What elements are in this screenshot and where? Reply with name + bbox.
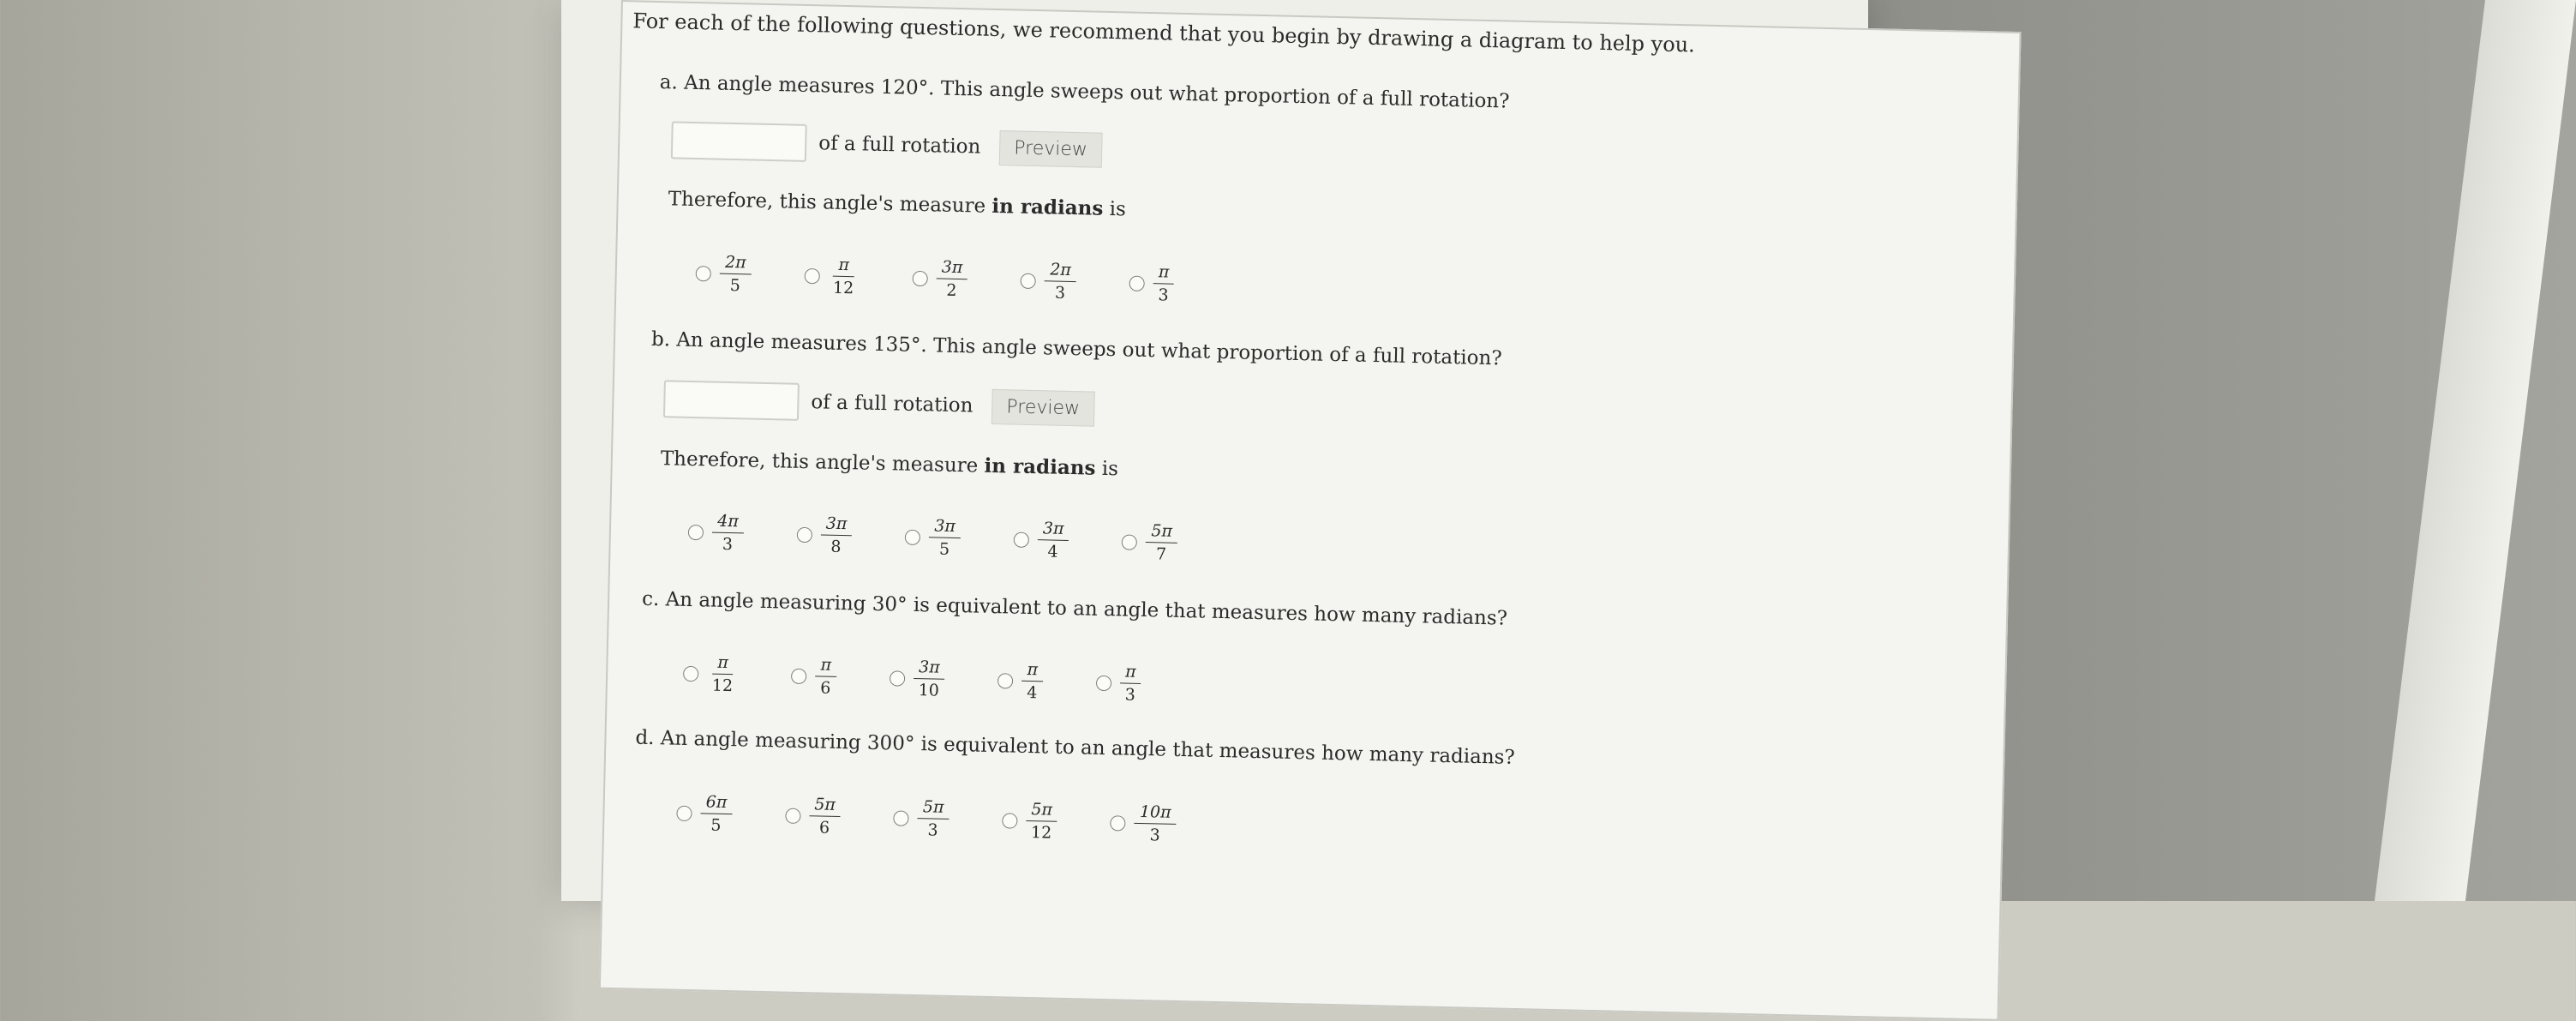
- fraction-numerator: π: [1153, 262, 1175, 285]
- option-fraction: [1037, 519, 1069, 562]
- radio-button[interactable]: [1096, 675, 1111, 690]
- intro-text: For each of the following questions, we recommend that you begin by drawing a diagram to help you.: [632, 9, 1696, 57]
- fraction-denominator: 6: [819, 678, 831, 698]
- question-a-therefore: Therefore, this angle's measure in radians is: [668, 188, 1127, 221]
- question-c-prompt: c. An angle measuring 30° is equivalent to an angle that measures how many radians?: [641, 587, 1508, 630]
- question-b-prompt: b. An angle measures 135°. This angle sweeps out what proportion of a full rotation?: [650, 327, 1502, 370]
- question-d-option-4[interactable]: [1002, 799, 1058, 842]
- question-b-suffix: of a full rotation: [811, 391, 973, 417]
- question-b-answer-row: [663, 380, 1095, 427]
- question-c-options: [683, 652, 1195, 706]
- question-b-proportion-input[interactable]: [663, 380, 800, 421]
- fraction-denominator: 4: [1027, 682, 1038, 703]
- question-c-option-2[interactable]: [791, 655, 837, 698]
- fraction-numerator: 3π: [1038, 519, 1069, 541]
- radio-button[interactable]: [912, 270, 927, 285]
- radio-button[interactable]: [1013, 532, 1028, 547]
- option-fraction: [917, 797, 950, 840]
- fraction-denominator: 5: [938, 539, 950, 559]
- question-a-preview-button[interactable]: Preview: [999, 130, 1103, 168]
- fraction-denominator: 3: [927, 820, 938, 840]
- question-c-option-4[interactable]: [997, 659, 1044, 702]
- question-c-option-3[interactable]: [889, 657, 945, 700]
- question-a-prompt: a. An angle measures 120°. This angle sweeps out what proportion of a full rotation?: [659, 71, 1510, 113]
- option-fraction: [1146, 521, 1178, 564]
- option-fraction: [1044, 260, 1076, 303]
- fraction-numerator: π: [1021, 660, 1043, 682]
- fraction-denominator: 3: [1124, 685, 1136, 705]
- question-d-option-2[interactable]: [784, 795, 841, 838]
- option-fraction: [700, 792, 733, 835]
- fraction-numerator: 2π: [1045, 260, 1076, 282]
- fraction-denominator: 4: [1047, 542, 1058, 562]
- fraction-denominator: 10: [918, 681, 940, 700]
- question-a-suffix: of a full rotation: [818, 132, 981, 159]
- question-b-preview-button[interactable]: Preview: [991, 388, 1095, 426]
- question-a-option-5[interactable]: [1129, 262, 1175, 305]
- fraction-denominator: 3: [1054, 283, 1066, 303]
- fraction-denominator: 3: [1149, 826, 1160, 845]
- question-d-option-5[interactable]: [1110, 802, 1177, 845]
- radio-button[interactable]: [676, 805, 692, 820]
- radio-button[interactable]: [804, 267, 819, 283]
- option-fraction: [928, 516, 961, 559]
- fraction-denominator: 12: [832, 278, 854, 298]
- question-card: [599, 0, 2022, 1021]
- fraction-denominator: 12: [1030, 823, 1052, 843]
- fraction-numerator: 3π: [929, 516, 961, 538]
- option-fraction: [707, 652, 739, 695]
- fraction-numerator: π: [815, 655, 836, 677]
- question-a-option-3[interactable]: [912, 257, 968, 300]
- option-fraction: [1134, 802, 1177, 845]
- question-a-option-2[interactable]: [804, 255, 860, 297]
- radio-button[interactable]: [893, 810, 908, 826]
- fraction-denominator: 12: [711, 676, 734, 696]
- question-b-option-5[interactable]: [1122, 520, 1178, 563]
- fraction-numerator: 2π: [720, 253, 752, 275]
- question-b-option-4[interactable]: [1013, 519, 1069, 562]
- question-d-option-1[interactable]: [676, 792, 733, 835]
- option-fraction: [815, 655, 837, 698]
- fraction-numerator: 5π: [1026, 800, 1057, 822]
- radio-button[interactable]: [1002, 813, 1017, 828]
- question-b-options: [687, 511, 1231, 565]
- fraction-numerator: 3π: [936, 257, 967, 279]
- radio-button[interactable]: [1021, 273, 1036, 288]
- radio-button[interactable]: [1129, 275, 1144, 291]
- radio-button[interactable]: [1110, 815, 1125, 831]
- fraction-denominator: 7: [1155, 544, 1167, 564]
- option-fraction: [1026, 800, 1058, 843]
- fraction-denominator: 5: [710, 815, 722, 835]
- radio-button[interactable]: [785, 808, 800, 823]
- option-fraction: [711, 512, 744, 555]
- radio-button[interactable]: [796, 526, 812, 542]
- question-b-option-1[interactable]: [687, 511, 744, 554]
- fraction-numerator: 3π: [820, 514, 852, 536]
- fraction-denominator: 3: [722, 534, 734, 555]
- question-a-option-4[interactable]: [1020, 260, 1076, 303]
- question-b-therefore: Therefore, this angle's measure in radians is: [660, 447, 1119, 481]
- question-a-options: [695, 252, 1227, 306]
- question-b-option-2[interactable]: [796, 514, 853, 556]
- fraction-numerator: 3π: [914, 658, 945, 680]
- question-b-option-3[interactable]: [904, 516, 961, 559]
- option-fraction: [1153, 262, 1175, 305]
- question-d-option-3[interactable]: [893, 796, 950, 839]
- option-fraction: [1021, 660, 1044, 703]
- fraction-numerator: 5π: [1146, 521, 1177, 544]
- option-fraction: [808, 795, 841, 838]
- question-a-answer-row: [671, 121, 1103, 168]
- fraction-numerator: 5π: [809, 795, 841, 817]
- question-d-prompt: d. An angle measuring 300° is equivalent to an angle that measures how many radians?: [635, 726, 1516, 769]
- question-c-option-5[interactable]: [1095, 662, 1141, 705]
- fraction-denominator: 3: [1158, 285, 1169, 305]
- question-c-option-1[interactable]: [683, 652, 739, 695]
- option-fraction: [828, 255, 860, 298]
- option-fraction: [820, 514, 853, 556]
- radio-button[interactable]: [791, 668, 806, 683]
- fraction-numerator: 4π: [712, 512, 744, 534]
- fraction-numerator: π: [712, 653, 734, 676]
- option-fraction: [719, 253, 752, 296]
- fraction-denominator: 2: [946, 280, 957, 300]
- radio-button[interactable]: [997, 673, 1013, 688]
- fraction-numerator: π: [1120, 662, 1141, 684]
- question-a-proportion-input[interactable]: [671, 121, 807, 162]
- option-fraction: [936, 257, 968, 300]
- radio-button[interactable]: [683, 665, 698, 681]
- fraction-numerator: 6π: [700, 792, 732, 814]
- option-fraction: [1119, 662, 1141, 705]
- fraction-numerator: 5π: [918, 797, 950, 820]
- radio-button[interactable]: [1122, 534, 1137, 550]
- fraction-numerator: 10π: [1135, 802, 1177, 825]
- radio-button[interactable]: [696, 266, 711, 281]
- option-fraction: [913, 658, 945, 700]
- fraction-denominator: 6: [818, 818, 830, 838]
- radio-button[interactable]: [890, 670, 905, 686]
- fraction-denominator: 8: [830, 537, 842, 556]
- radio-button[interactable]: [905, 529, 920, 544]
- radio-button[interactable]: [688, 524, 704, 539]
- fraction-denominator: 5: [729, 275, 741, 296]
- question-a-option-1[interactable]: [695, 252, 752, 295]
- fraction-numerator: π: [833, 255, 854, 278]
- question-d-options: [676, 792, 1230, 847]
